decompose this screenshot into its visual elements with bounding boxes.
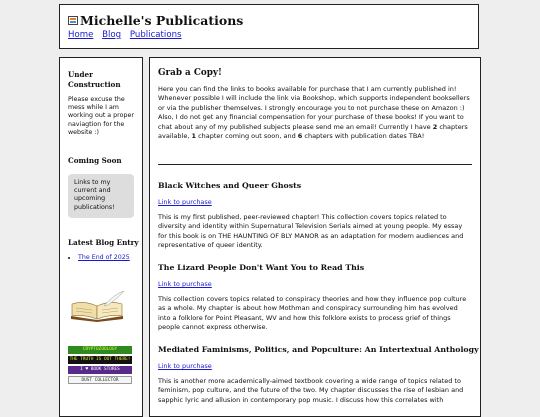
nav-publications-link[interactable]: Publications <box>129 30 182 40</box>
intro-text: chapters available, <box>158 122 468 141</box>
coming-soon-note: Links to my current and upcoming publications! <box>68 174 134 218</box>
purchase-link[interactable]: Link to purchase <box>158 280 212 288</box>
under-construction-text: Please excuse the mess while I am working out a proper naviagtion for the website :) <box>68 96 134 136</box>
section-text: This collection covers topics related to conspiracy theories and how they influence pop culture as a whole. My chapter is about how Mothman and conspiracy surrounding him has evolved into a folklore for Point Pleasant, WV and how this folklore exists to process grief of things people cannot express otherwise. <box>158 295 467 332</box>
latest-blog-heading: Latest Blog Entry <box>68 238 139 247</box>
flag-icon <box>68 16 78 25</box>
under-construction-heading: Under Construction <box>68 70 121 89</box>
intro-paragraph <box>158 85 474 142</box>
section-heading: Mediated Faminisms, Politics, and Popculture: An Intertextual Anthology <box>158 345 479 354</box>
main-content <box>149 57 481 417</box>
open-book-quill-image <box>68 290 126 322</box>
tba-count: 6 <box>297 132 303 141</box>
intro-text: chapter coming out soon, and <box>196 132 298 141</box>
dust-collector-badge[interactable]: DUST COLLECTOR <box>68 376 132 384</box>
purchase-link[interactable]: Link to purchase <box>158 198 212 206</box>
badge-stack <box>68 346 132 386</box>
cryptozoology-badge[interactable]: CRYPTOZOOLOGY <box>68 346 132 354</box>
site-title-text: Michelle's Publications <box>80 13 244 28</box>
coming-soon-count: 1 <box>191 132 197 141</box>
section-heading: Black Witches and Queer Ghosts <box>158 181 302 190</box>
intro-text: Here you can find the links to books available for purchase that I am currently published in! Whenever possible I will include the link via Bookshop, which supports independent booksellers or via the publisher themselves. I strongly encourage you to not purchase these on Amazon :) Also, I do not get any financial compensation for your purchase of these books! If you want to chat about any of my published subjects please send me an email! Currently I have <box>158 85 470 131</box>
truth-is-out-there-badge[interactable]: THE TRUTH IS OUT THERE! <box>69 357 131 362</box>
section-text: This is another more academically-aimed textbook covering a wide range of topics related to feminism, pop culture, and the future of the two. My chapter discusses the rise of lesbian and sapphic lyric and allusion in contemporary pop music. I discuss how this correlates with <box>158 377 464 404</box>
site-title <box>68 13 243 28</box>
section-text: This is my first published, peer-reviewed chapter! This collection covers topics related to diversity and identity within Supernatural Television Serials aimed at young people. My essay for this book is on THE HAUNTING OF BLY MANOR as an adaptation for modern audiences and representative of queer identity. <box>158 213 464 250</box>
sidebar <box>59 57 143 417</box>
list-item <box>78 254 130 262</box>
i-love-bookstores-badge[interactable]: I ♥ BOOK STORES <box>68 366 132 374</box>
site-header <box>59 4 479 49</box>
section-heading: The Lizard People Don't Want You to Read This <box>158 263 365 272</box>
nav-home-link[interactable]: Home <box>68 30 94 40</box>
page-title: Grab a Copy! <box>158 68 222 78</box>
available-count: 2 <box>432 122 438 131</box>
main-nav <box>68 30 188 40</box>
divider <box>158 164 472 165</box>
latest-blog-list <box>68 254 130 262</box>
latest-blog-entry-link[interactable]: The End of 2025 <box>78 254 130 261</box>
coming-soon-heading: Coming Soon <box>68 156 122 165</box>
intro-text: chapters with publication dates TBA! <box>302 132 425 141</box>
nav-blog-link[interactable]: Blog <box>102 30 122 40</box>
purchase-link[interactable]: Link to purchase <box>158 362 212 370</box>
